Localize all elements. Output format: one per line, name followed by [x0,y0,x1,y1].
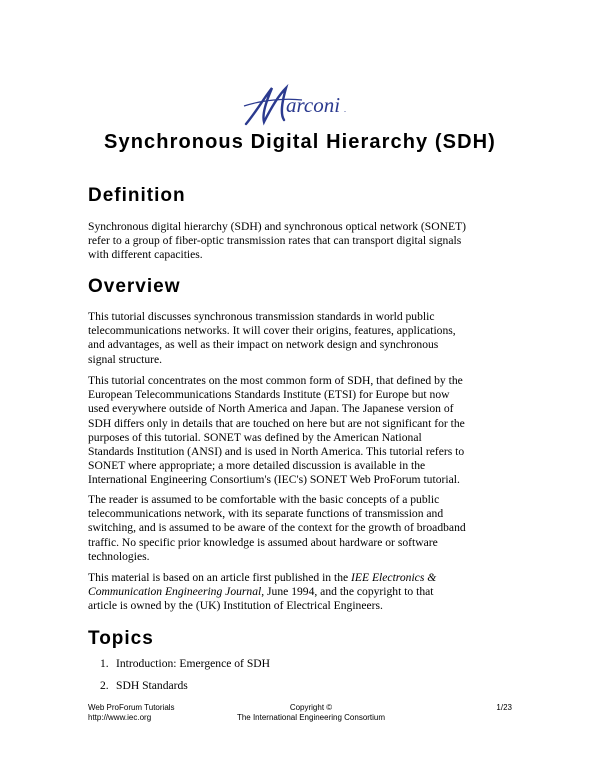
text-line: Standards Institution (ANSI) and is used in North America. This tutorial refers to [88,445,465,459]
text-line [88,585,518,599]
text-line: Synchronous digital hierarchy (SDH) and synchronous optical network (SONET) [88,220,467,233]
marconi-logo [242,84,362,128]
text-line: This tutorial concentrates on the most common form of SDH, that defined by the [88,374,463,387]
topic-link[interactable]: SDH Standards [116,679,188,692]
text-line: purposes of this tutorial. SONET was defined by the American National [88,430,422,444]
journal-title: Communication Engineering Journal [88,585,262,599]
text-line: switching, and is assumed to be aware of the context for the growth of broadband [88,521,466,535]
marconi-logo-graphic [242,84,362,128]
topics-heading: Topics [88,628,154,649]
text-line: telecommunications network, with its separate functions of transmission and [88,507,444,521]
footer-right [480,703,512,713]
footer-url[interactable]: http://www.iec.org [88,713,152,722]
text-line: used everywhere outside of North America and Japan. The Japanese version of [88,402,454,416]
text-line: with different capacities. [88,248,203,262]
list-item[interactable] [100,657,270,679]
text-line: SONET where appropriate; a more detailed discussion is available in the [88,459,426,473]
text-line: technologies. [88,549,150,563]
overview-paragraph-2 [88,374,518,488]
text-line: The reader is assumed to be comfortable with the basic concepts of a public [88,493,440,506]
overview-paragraph-3 [88,493,518,564]
list-item[interactable] [100,679,270,701]
document-title: Synchronous Digital Hierarchy (SDH) [104,131,496,153]
text-line: refer to a group of fiber-optic transmission rates that can transport digital signals [88,234,462,248]
text-line: traffic. No specific prior knowledge is assumed about hardware or software [88,535,438,549]
text-run: , June 1994, and the copyright to that [261,585,434,599]
text-line: International Engineering Consortium's (IEC's) SONET Web ProForum tutorial. [88,473,460,487]
footer-organization: The International Engineering Consortium [236,713,386,722]
topics-list [100,657,270,701]
text-line: and advantages, as well as their impact on network design and synchronous [88,338,439,352]
footer-center [226,703,396,723]
page-number: 1/23 [496,703,512,712]
journal-title: IEE Electronics & [351,571,437,584]
footer-copyright: Copyright © [289,703,333,712]
definition-paragraph [88,220,518,263]
text-line: SDH differs only in details that are touched on here but are not significant for the [88,416,465,430]
overview-paragraph-1 [88,310,518,367]
footer-left [88,703,175,723]
definition-heading: Definition [88,185,186,206]
list-number: 2. [100,679,109,692]
text-line: article is owned by the (UK) Institution of Electrical Engineers. [88,599,383,613]
svg-text:.: . [344,105,346,114]
text-line: signal structure. [88,352,163,366]
svg-text:arconi: arconi [286,93,341,117]
text-run: This material is based on an article first published in the [88,571,352,584]
text-line: This tutorial discusses synchronous transmission standards in world public [88,310,435,323]
text-line: European Telecommunications Standards Institute (ETSI) for Europe but now [88,388,450,402]
text-line [88,571,518,585]
list-number: 1. [100,657,109,670]
text-line: telecommunications networks. It will cover their origins, features, applications, [88,324,456,338]
overview-paragraph-4 [88,571,518,614]
footer-publication: Web ProForum Tutorials [88,703,175,712]
overview-heading: Overview [88,276,181,297]
topic-link[interactable]: Introduction: Emergence of SDH [116,657,271,670]
